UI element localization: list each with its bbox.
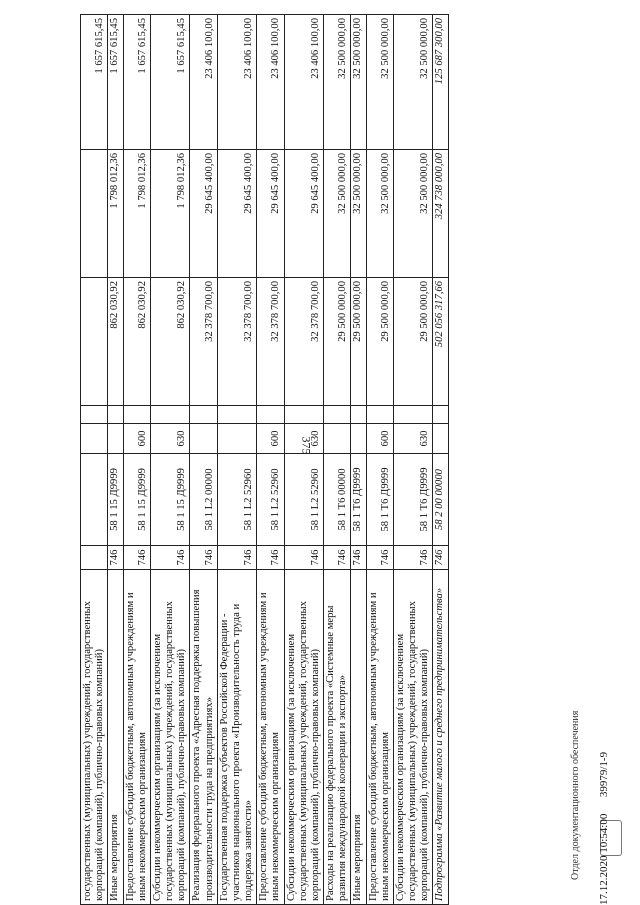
row-name: Подпрограмма «Развитие малого и среднего предпринимательства»: [433, 570, 448, 905]
row-csr: 58 1 L2 00000: [190, 454, 217, 546]
table-row: [217, 15, 257, 905]
row-csr: 58 1 Т6 00000: [324, 454, 351, 546]
table-row: [190, 15, 217, 905]
table-row: [81, 15, 108, 905]
footer-meta: [598, 752, 610, 905]
row-code: 746: [150, 546, 190, 570]
row-value-2: 32 500 000,00: [393, 150, 433, 278]
row-value-1: 29 500 000,00: [366, 278, 393, 406]
row-vr: [81, 424, 108, 454]
row-empty: [351, 406, 366, 424]
row-value-3: 1 657 615,45: [108, 15, 123, 150]
row-csr: 58 1 L2 52960: [217, 454, 257, 546]
table-row: [150, 15, 190, 905]
footer-stamp: Отдел документационного обеспечения: [570, 710, 581, 880]
row-value-3: 32 500 000,00: [393, 15, 433, 150]
row-empty: [217, 406, 257, 424]
row-value-3: 23 406 100,00: [217, 15, 257, 150]
row-value-1: 29 500 000,00: [393, 278, 433, 406]
row-value-2: 32 500 000,00: [366, 150, 393, 278]
row-code: 746: [433, 546, 448, 570]
row-empty: [108, 406, 123, 424]
row-value-1: 862 030,92: [108, 278, 123, 406]
row-name: Реализация федерального проекта «Адресная поддержка повышения производительности труда на предприятиях»: [190, 570, 217, 905]
row-csr: 58 1 Т6 Д9999: [366, 454, 393, 546]
row-value-1: 32 378 700,00: [284, 278, 324, 406]
row-code: [81, 546, 108, 570]
row-empty: [433, 406, 448, 424]
row-vr: 600: [366, 424, 393, 454]
row-name: Расходы на реализацию федерального проекта «Системные меры развития международной кооперации и экспорта»: [324, 570, 351, 905]
row-value-1: 502 056 317,66: [433, 278, 448, 406]
row-value-1: 29 500 000,00: [324, 278, 351, 406]
row-value-2: 1 798 012,36: [150, 150, 190, 278]
row-value-3: 32 500 000,00: [366, 15, 393, 150]
row-value-1: 32 378 700,00: [257, 278, 284, 406]
row-value-2: 324 738 000,00: [433, 150, 448, 278]
row-name: Государственная поддержка субъектов Российской Федерации - участников национального проекта «Производительность труда и поддержка занятости»: [217, 570, 257, 905]
row-name: Иные мероприятия: [108, 570, 123, 905]
row-vr: 630: [284, 424, 324, 454]
row-vr: 600: [257, 424, 284, 454]
row-value-2: 1 798 012,36: [108, 150, 123, 278]
row-empty: [190, 406, 217, 424]
row-name: Субсидии некоммерческим организациям (за исключением государственных (муниципальных) учреждений, государственных корпораций (компаний), публично-правовых компаний): [393, 570, 433, 905]
row-vr: [324, 424, 351, 454]
row-name: Субсидии некоммерческим организациям (за исключением государственных (муниципальных) учреждений, государственных корпораций (компаний), публично-правовых компаний): [284, 570, 324, 905]
table-row: [108, 15, 123, 905]
row-code: 746: [324, 546, 351, 570]
footer-date: 17.12.2020 10:54:00: [598, 813, 610, 905]
row-code: 746: [366, 546, 393, 570]
row-code: 746: [351, 546, 366, 570]
table-row: [366, 15, 393, 905]
row-value-1: 29 500 000,00: [351, 278, 366, 406]
row-value-2: 29 645 400,00: [190, 150, 217, 278]
row-empty: [81, 406, 108, 424]
row-csr: 58 2 00 00000: [433, 454, 448, 546]
row-value-3: 23 406 100,00: [284, 15, 324, 150]
row-value-2: 1 798 012,36: [123, 150, 150, 278]
row-empty: [284, 406, 324, 424]
row-value-1: 862 030,92: [150, 278, 190, 406]
row-value-3: 1 657 615,45: [81, 15, 108, 150]
table-row: [351, 15, 366, 905]
row-name: Предоставление субсидий бюджетным, автономным учреждениям и иным некоммерческим организациям: [366, 570, 393, 905]
row-value-1: 32 378 700,00: [190, 278, 217, 406]
row-name: Иные мероприятия: [351, 570, 366, 905]
row-code: 746: [123, 546, 150, 570]
row-code: 746: [217, 546, 257, 570]
row-code: 746: [393, 546, 433, 570]
row-value-3: 32 500 000,00: [351, 15, 366, 150]
row-value-2: 29 645 400,00: [217, 150, 257, 278]
table-row: [324, 15, 351, 905]
table-row: [433, 15, 448, 905]
row-value-2: 29 645 400,00: [257, 150, 284, 278]
row-vr: 600: [123, 424, 150, 454]
row-name: Предоставление субсидий бюджетным, автономным учреждениям и иным некоммерческим организациям: [257, 570, 284, 905]
row-empty: [324, 406, 351, 424]
row-vr: [351, 424, 366, 454]
row-value-1: 862 030,92: [123, 278, 150, 406]
table-row: [393, 15, 433, 905]
row-empty: [366, 406, 393, 424]
row-value-2: 32 500 000,00: [351, 150, 366, 278]
row-vr: [190, 424, 217, 454]
page-number: 375: [299, 436, 314, 455]
row-csr: 58 1 15 Д9999: [108, 454, 123, 546]
footer-doc-id: 39979/1-9: [598, 751, 610, 798]
row-code: 746: [257, 546, 284, 570]
table-row: [257, 15, 284, 905]
budget-table: [80, 14, 449, 905]
row-value-3: 125 687 300,00: [433, 15, 448, 150]
row-value-2: [81, 150, 108, 278]
row-value-1: [81, 278, 108, 406]
row-name: государственных (муниципальных) учреждений, государственных корпораций (компаний), публично-правовых компаний): [81, 570, 108, 905]
row-value-3: 1 657 615,45: [150, 15, 190, 150]
budget-table-rotated: [80, 15, 560, 905]
row-csr: 58 1 15 Д9999: [150, 454, 190, 546]
row-value-2: 32 500 000,00: [324, 150, 351, 278]
row-name: Предоставление субсидий бюджетным, автономным учреждениям и иным некоммерческим организациям: [123, 570, 150, 905]
row-csr: 58 1 Т6 Д9999: [393, 454, 433, 546]
row-vr: [433, 424, 448, 454]
row-csr: 58 1 15 Д9999: [123, 454, 150, 546]
row-code: 746: [108, 546, 123, 570]
row-vr: [108, 424, 123, 454]
row-empty: [257, 406, 284, 424]
row-vr: [217, 424, 257, 454]
row-empty: [123, 406, 150, 424]
row-value-3: 1 657 615,45: [123, 15, 150, 150]
row-csr: 58 1 L2 52960: [257, 454, 284, 546]
row-csr: [81, 454, 108, 546]
row-code: 746: [190, 546, 217, 570]
row-value-3: 32 500 000,00: [324, 15, 351, 150]
row-value-3: 23 406 100,00: [190, 15, 217, 150]
row-value-1: 32 378 700,00: [217, 278, 257, 406]
row-csr: 58 1 Т6 Д9999: [351, 454, 366, 546]
table-body: [81, 15, 449, 905]
row-vr: 630: [150, 424, 190, 454]
row-value-2: 29 645 400,00: [284, 150, 324, 278]
row-empty: [150, 406, 190, 424]
table-row: [284, 15, 324, 905]
row-value-3: 23 406 100,00: [257, 15, 284, 150]
row-vr: 630: [393, 424, 433, 454]
row-name: Субсидии некоммерческим организациям (за исключением государственных (муниципальных) учреждений, государственных корпораций (компаний), публично-правовых компаний): [150, 570, 190, 905]
row-csr: 58 1 L2 52960: [284, 454, 324, 546]
table-row: [123, 15, 150, 905]
row-code: 746: [284, 546, 324, 570]
row-empty: [393, 406, 433, 424]
